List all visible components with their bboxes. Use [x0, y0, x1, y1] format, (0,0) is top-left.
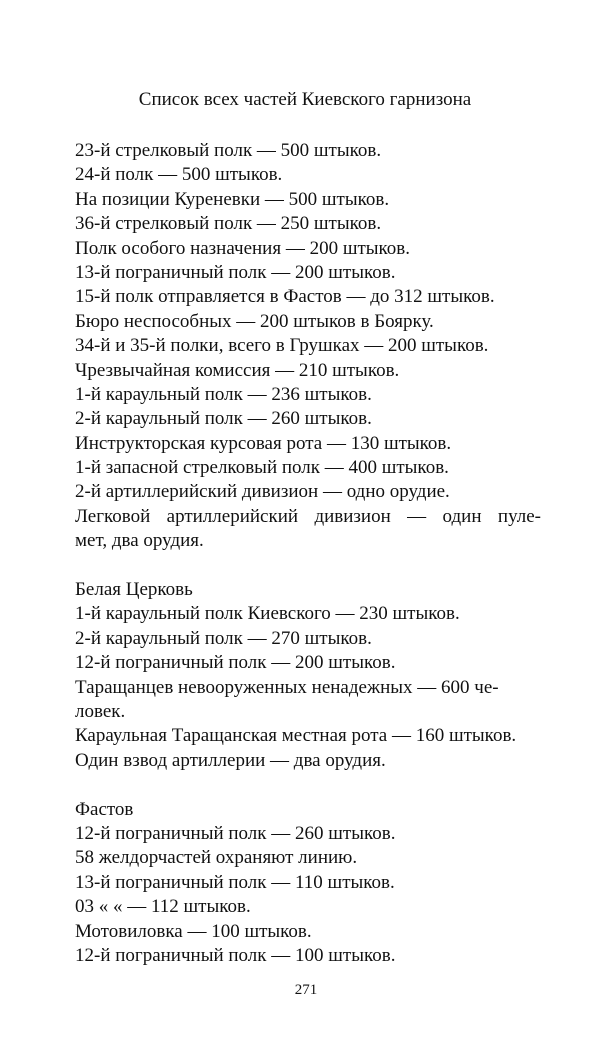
list-line: 36-й стрелковый полк — 250 штыков. — [75, 213, 382, 235]
page-title: Список всех частей Киевского гарнизона — [138, 89, 472, 110]
list-line: Караульная Таращанская местная рота — 160 штыков. — [75, 725, 517, 747]
section-heading: Фастов — [75, 798, 134, 820]
word: Легковой — [75, 505, 151, 527]
list-line-wrapped: Таращанцев невооруженных ненадежных — 600 че- — [75, 676, 499, 698]
fastov-section — [75, 798, 541, 969]
word: — — [407, 505, 427, 527]
list-line: Чрезвычайная комиссия — 210 штыков. — [75, 359, 400, 381]
list-line: На позиции Куреневки — 500 штыков. — [75, 188, 390, 210]
page-number: 271 — [294, 982, 318, 998]
list-line: 1-й караульный полк — 236 штыков. — [75, 383, 372, 405]
word: один — [442, 505, 482, 527]
section-heading: Белая Церковь — [75, 579, 193, 601]
list-line: 1-й караульный полк Киевского — 230 штыков. — [75, 603, 460, 625]
list-line: 12-й пограничный полк — 200 штыков. — [75, 652, 396, 674]
list-line-continuation: мет, два орудия. — [75, 530, 204, 552]
kiev-section — [75, 139, 541, 554]
list-line: Полк особого назначения — 200 штыков. — [75, 237, 411, 259]
list-line: Инструкторская курсовая рота — 130 штыков. — [75, 432, 452, 454]
section-gap — [75, 773, 541, 797]
list-line: 13-й пограничный полк — 200 штыков. — [75, 261, 396, 283]
list-line: 13-й пограничный полк — 110 штыков. — [75, 871, 395, 893]
list-line: Мотовиловка — 100 штыков. — [75, 920, 312, 942]
list-line-continuation: ловек. — [75, 700, 126, 722]
word: дивизион — [314, 505, 391, 527]
garrison-list — [75, 139, 541, 968]
belaya-tserkov-section — [75, 578, 541, 773]
list-line: 12-й пограничный полк — 100 штыков. — [75, 944, 396, 966]
list-line: 2-й артиллерийский дивизион — одно орудие. — [75, 481, 450, 503]
list-line: 12-й пограничный полк — 260 штыков. — [75, 822, 396, 844]
list-line: 23-й стрелковый полк — 500 штыков. — [75, 140, 382, 161]
list-line-wrapped — [75, 505, 541, 529]
list-line: Один взвод артиллерии — два орудия. — [75, 749, 386, 771]
list-line: Бюро неспособных — 200 штыков в Боярку. — [75, 310, 434, 332]
list-line: 2-й караульный полк — 260 штыков. — [75, 408, 372, 430]
list-line: 2-й караульный полк — 270 штыков. — [75, 627, 372, 649]
list-line: 15-й полк отправляется в Фастов — до 312 штыков. — [75, 286, 495, 308]
list-line: 03 « « — 112 штыков. — [75, 896, 251, 918]
word: артиллерийский — [166, 505, 299, 527]
list-line: 1-й запасной стрелковый полк — 400 штыков. — [75, 457, 449, 479]
word: пуле- — [497, 505, 541, 527]
section-gap — [75, 554, 541, 578]
list-line: 58 желдорчастей охраняют линию. — [75, 847, 358, 869]
list-line: 24-й полк — 500 штыков. — [75, 164, 283, 186]
list-line: 34-й и 35-й полки, всего в Грушках — 200 штыков. — [75, 335, 489, 357]
